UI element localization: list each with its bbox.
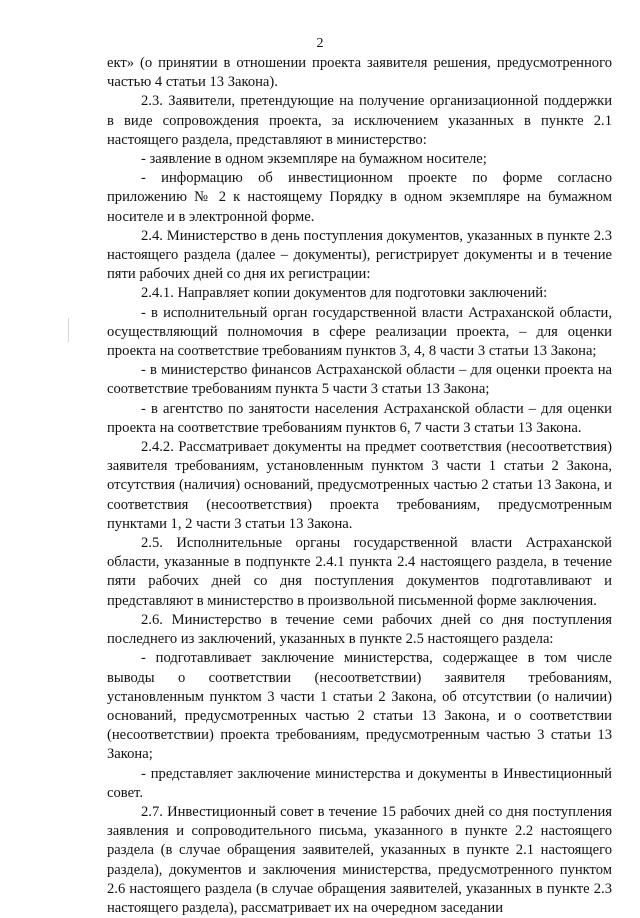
paragraph-2-4: 2.4. Министерство в день поступления документов, указанных в пункте 2.3 настоящего раздела (далее – документы), регистрирует документы и в течение пяти рабочих дней со дня их регистрации: — [107, 227, 612, 283]
list-item-executive-body: - в исполнительный орган государственной власти Астраханской области, осуществляющий полномочия в сфере реализации проекта, – для оценки проекта на соответствие требованиям пунктов 3, 4, 8 части 3 статьи 13 Закона; — [107, 304, 612, 360]
paragraph-2-4-2: 2.4.2. Рассматривает документы на предмет соответствия (несоответствия) заявителя требованиям, установленным пунктом 3 части 1 статьи 2 Закона, отсутствия (наличия) оснований, предусмотренных частью 2 статьи 13 Закона, и соответствия (несоответствия) проекта требованиям, предусмотренным пунктами 1, 2 части 3 статьи 13 Закона. — [107, 439, 612, 532]
paragraph-2-6: 2.6. Министерство в течение семи рабочих дней со дня поступления последнего из заключений, указанных в пункте 2.5 настоящего раздела: — [107, 611, 612, 648]
paragraph-2-4-1: 2.4.1. Направляет копии документов для подготовки заключений: — [141, 285, 548, 302]
list-item-finance-ministry: - в министерство финансов Астраханской области – для оценки проекта на соответствие требованиям пункта 5 части 3 статьи 13 Закона; — [107, 362, 612, 398]
list-item-submit-conclusion: - представляет заключение министерства и документы в Инвестиционный совет. — [107, 765, 612, 801]
list-item-prepare-conclusion: - подготавливает заключение министерства, содержащее в том числе выводы о соответствии (несоответствии) заявителя требованиям, установленным пунктом 3 части 1 статьи 2 Закона, об отсутствии (о наличии) оснований, предусмотренных частью 2 статьи 13 Закона, и о соответствии (несоответствии) проекта требованиям, предусмотренным частью 3 статьи 13 Закона; — [107, 650, 612, 763]
document-body — [107, 54, 612, 918]
paragraph-2-5: 2.5. Исполнительные органы государственной власти Астраханской области, указанные в подпункте 2.4.1 пункта 2.4 настоящего раздела, в течение пяти рабочих дней со дня поступления документов подготавливают и представляют в министерство в произвольной письменной форме заключения. — [107, 535, 612, 609]
paragraph-2-7: 2.7. Инвестиционный совет в течение 15 рабочих дней со дня поступления заявления и сопроводительного письма, указанного в пункте 2.2 настоящего раздела (в случае обращения заявителей, указанных в пункте 2.1 настоящего раздела), документов и заключения министерства, предусмотренного пунктом 2.6 настоящего раздела (в случае обращения заявителей, указанных в пункте 2.3 настоящего раздела), рассматривает их на очередном заседании — [107, 803, 612, 916]
paragraph-2-3: 2.3. Заявители, претендующие на получение организационной поддержки в виде сопровождения проекта, за исключением указанных в пункте 2.1 настоящего раздела, представляют в министерство: — [107, 93, 612, 148]
paragraph-continuation: ект» (о принятии в отношении проекта заявителя решения, предусмотренного частью 4 статьи 13 Закона). — [107, 55, 612, 91]
page-number: 2 — [316, 36, 324, 51]
list-item-employment-agency: - в агентство по занятости населения Астраханской области – для оценки проекта на соответствие требованиям пунктов 6, 7 части 3 статьи 13 Закона. — [107, 400, 612, 436]
list-item-application: - заявление в одном экземпляре на бумажном носителе; — [141, 151, 487, 168]
margin-mark — [68, 318, 69, 342]
list-item-project-info: - информацию об инвестиционном проекте по форме согласно приложению № 2 к настоящему Порядку в одном экземпляре на бумажном носителе и в электронной форме. — [107, 170, 612, 225]
